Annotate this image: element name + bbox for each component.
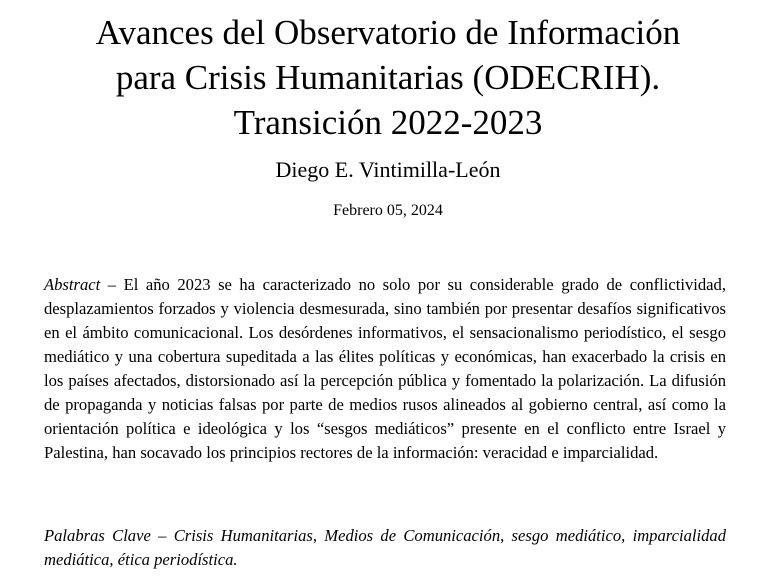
paper-title	[0, 10, 776, 145]
abstract-paragraph	[44, 273, 726, 465]
title-line-1: Avances del Observatorio de Información	[95, 13, 681, 52]
keywords-paragraph	[44, 524, 726, 572]
abstract-text: El año 2023 se ha caracterizado no solo por su considerable grado de conflictividad, desplazamientos forzados y violencia desmesurada, sino también por presentar desafíos significativos en el ámbito comunicacional. Los desórdenes informativos, el sensacionalismo periodístico, el sesgo mediático y una cobertura supeditada a las élites políticas y económicas, han exacerbado la crisis en los países afectados, distorsionado así la percepción pública y fomentado la polarización. La difusión de propaganda y noticias falsas por parte de medios rusos alineados al gobierno central, así como la orientación política e ideológica y los “sesgos mediáticos” presente en el conflicto entre Israel y Palestina, han socavado los principios rectores de la información: veracidad e imparcialidad.	[44, 275, 726, 462]
abstract-label: Abstract	[44, 275, 101, 294]
keywords-label: Palabras Clave	[44, 526, 151, 545]
abstract-separator: –	[100, 275, 124, 294]
author-name: Diego E. Vintimilla-León	[275, 157, 501, 182]
publication-date: Febrero 05, 2024	[333, 202, 443, 219]
title-line-3: Transición 2022-2023	[233, 103, 543, 142]
title-line-2: para Crisis Humanitarias (ODECRIH).	[115, 58, 661, 97]
keywords-separator: –	[150, 526, 174, 545]
keywords-text: Crisis Humanitarias, Medios de Comunicación, sesgo mediático, imparcialidad mediática, ética periodística.	[44, 526, 726, 569]
